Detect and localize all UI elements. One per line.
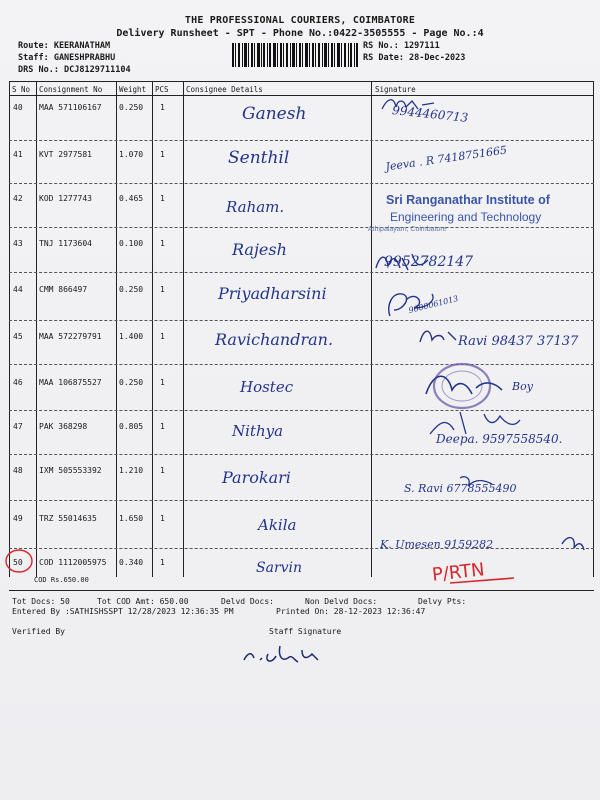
- col-header-sno: S No: [12, 85, 31, 94]
- return-strikethrough: [448, 574, 518, 588]
- signature-scribble: [382, 286, 442, 322]
- consignee-handwritten: Sarvin: [256, 560, 303, 576]
- signature-phone: Jeeva . R 7418751665: [384, 143, 508, 174]
- row-pcs: 1: [160, 194, 165, 203]
- row-pcs: 1: [160, 378, 165, 387]
- row-separator: [9, 272, 594, 273]
- signature-phone: S. Ravi 6778555490: [404, 482, 517, 495]
- row-weight: 0.805: [119, 422, 144, 431]
- consignee-handwritten: Ravichandran.: [215, 330, 334, 349]
- signature-scribble: [424, 404, 524, 440]
- row-pcs: 1: [160, 558, 165, 567]
- consignee-handwritten: Raham.: [226, 198, 285, 216]
- row-pcs: 1: [160, 103, 165, 112]
- total-cod-amount: Tot COD Amt: 650.00: [97, 597, 189, 606]
- entered-by: Entered By :SATHISHSSPT 12/28/2023 12:36:35 PM: [12, 607, 234, 616]
- received-stamp: [418, 360, 514, 410]
- rs-date: RS Date: 28-Dec-2023: [363, 53, 466, 63]
- company-title: THE PROFESSIONAL COURIERS, COIMBATORE: [184, 15, 416, 26]
- consignee-handwritten: Ganesh: [242, 104, 307, 124]
- row-weight: 0.250: [119, 285, 144, 294]
- total-docs: Tot Docs: 50: [12, 597, 70, 606]
- col-header-pcs: PCS: [155, 85, 169, 94]
- staff-signature-scribble: [238, 640, 328, 668]
- col-divider: [183, 81, 184, 577]
- row-sno: 47: [13, 422, 23, 431]
- printed-on: Printed On: 28-12-2023 12:36:47: [276, 607, 426, 616]
- row-pcs: 1: [160, 239, 165, 248]
- delivery-points: Delvy Pts:: [418, 597, 467, 606]
- col-header-consignment: Consignment No: [39, 85, 103, 94]
- row-separator: [9, 320, 594, 321]
- row-weight: 1.210: [119, 466, 144, 475]
- drs-label: DRS No.: DCJ8129711104: [18, 65, 131, 75]
- table-top-rule: [9, 81, 594, 82]
- row-consignment: MAA 106875527: [39, 378, 102, 387]
- row-consignment: KVT 2977581: [39, 150, 92, 159]
- barcode-image: [232, 43, 358, 67]
- col-header-weight: Weight: [119, 85, 147, 94]
- col-divider: [36, 81, 37, 577]
- row-separator: [9, 454, 594, 455]
- consignee-handwritten: Rajesh: [232, 240, 287, 259]
- signature-note: Boy: [512, 380, 533, 393]
- cod-amount-note: COD Rs.650.00: [34, 576, 89, 584]
- signature-phone: 9600061013: [407, 293, 460, 316]
- row-pcs: 1: [160, 332, 165, 341]
- row-consignment: COD 1112005975: [39, 558, 107, 567]
- staff-signature-label: Staff Signature: [269, 627, 342, 636]
- row-sno: 50: [13, 558, 23, 567]
- row-consignment: TNJ 1173604: [39, 239, 92, 248]
- row-sno: 42: [13, 194, 23, 203]
- row-weight: 0.250: [119, 103, 144, 112]
- row-consignment: CMM 866497: [39, 285, 88, 294]
- row-sno: 41: [13, 150, 23, 159]
- rs-number: RS No.: 1297111: [363, 41, 440, 51]
- row-separator: [9, 500, 594, 501]
- col-divider: [9, 81, 10, 577]
- verified-by-label: Verified By: [12, 627, 65, 636]
- signature-scribble: [416, 326, 460, 346]
- consignee-handwritten: Parokari: [222, 468, 291, 487]
- red-circle-mark: [4, 546, 36, 576]
- row-weight: 0.340: [119, 558, 144, 567]
- signature-phone: Deepa. 9597558540.: [436, 432, 563, 446]
- consignee-handwritten: Hostec: [240, 378, 294, 396]
- signature-phone: 9952782147: [384, 254, 474, 270]
- signature-scribble: [372, 250, 436, 274]
- consignee-handwritten: Senthil: [228, 148, 290, 168]
- row-separator: [9, 227, 594, 228]
- row-separator: [9, 183, 594, 184]
- runsheet-subtitle: Delivery Runsheet - SPT - Phone No.:0422-3505555 - Page No.:4: [116, 28, 484, 39]
- consignee-handwritten: Nithya: [232, 422, 284, 440]
- route-label: Route: KEERANATHAM: [18, 41, 111, 51]
- row-separator: [9, 140, 594, 141]
- signature-scribble: [378, 95, 458, 115]
- row-weight: 1.650: [119, 514, 144, 523]
- col-divider: [116, 81, 117, 577]
- row-consignment: PAK 368298: [39, 422, 88, 431]
- row-sno: 40: [13, 103, 23, 112]
- row-sno: 44: [13, 285, 23, 294]
- row-sno: 48: [13, 466, 23, 475]
- row-consignment: TRZ 55014635: [39, 514, 97, 523]
- signature-phone: K. Umesen 9159282: [380, 538, 494, 551]
- signature-phone: 9944460713: [391, 103, 469, 125]
- row-consignment: KOD 1277743: [39, 194, 92, 203]
- row-sno: 45: [13, 332, 23, 341]
- row-pcs: 1: [160, 150, 165, 159]
- consignee-handwritten: Akila: [258, 516, 297, 534]
- row-sno: 46: [13, 378, 23, 387]
- col-divider: [152, 81, 153, 577]
- row-weight: 0.465: [119, 194, 144, 203]
- consignee-handwritten: Priyadharsini: [218, 284, 327, 303]
- row-weight: 0.250: [119, 378, 144, 387]
- table-bottom-rule: [9, 590, 594, 591]
- return-mark: P/RTN: [431, 559, 486, 586]
- row-sno: 43: [13, 239, 23, 248]
- signature-scribble: [376, 528, 586, 556]
- row-consignment: IXM 505553392: [39, 466, 102, 475]
- institution-stamp-line1: Sri Ranganathar Institute of: [386, 193, 550, 207]
- row-consignment: MAA 572279791: [39, 332, 102, 341]
- row-weight: 1.400: [119, 332, 144, 341]
- non-delivered-docs: Non Delvd Docs:: [305, 597, 378, 606]
- row-pcs: 1: [160, 285, 165, 294]
- col-header-signature: Signature: [375, 85, 416, 94]
- institution-stamp-line3: Athipalayam, Coimbatore: [368, 226, 447, 233]
- signature-scribble: [400, 470, 500, 492]
- row-pcs: 1: [160, 422, 165, 431]
- delivered-docs: Delvd Docs:: [221, 597, 274, 606]
- row-pcs: 1: [160, 514, 165, 523]
- row-weight: 1.070: [119, 150, 144, 159]
- col-divider: [371, 81, 372, 577]
- institution-stamp-line2: Engineering and Technology: [390, 210, 542, 224]
- signature-phone: Ravi 98437 37137: [458, 334, 579, 349]
- row-pcs: 1: [160, 466, 165, 475]
- row-sno: 49: [13, 514, 23, 523]
- row-weight: 0.100: [119, 239, 144, 248]
- col-divider: [593, 81, 594, 577]
- table-header-rule: [9, 95, 594, 96]
- row-consignment: MAA 571106167: [39, 103, 102, 112]
- staff-label: Staff: GANESHPRABHU: [18, 53, 116, 63]
- col-header-consignee: Consignee Details: [186, 85, 263, 94]
